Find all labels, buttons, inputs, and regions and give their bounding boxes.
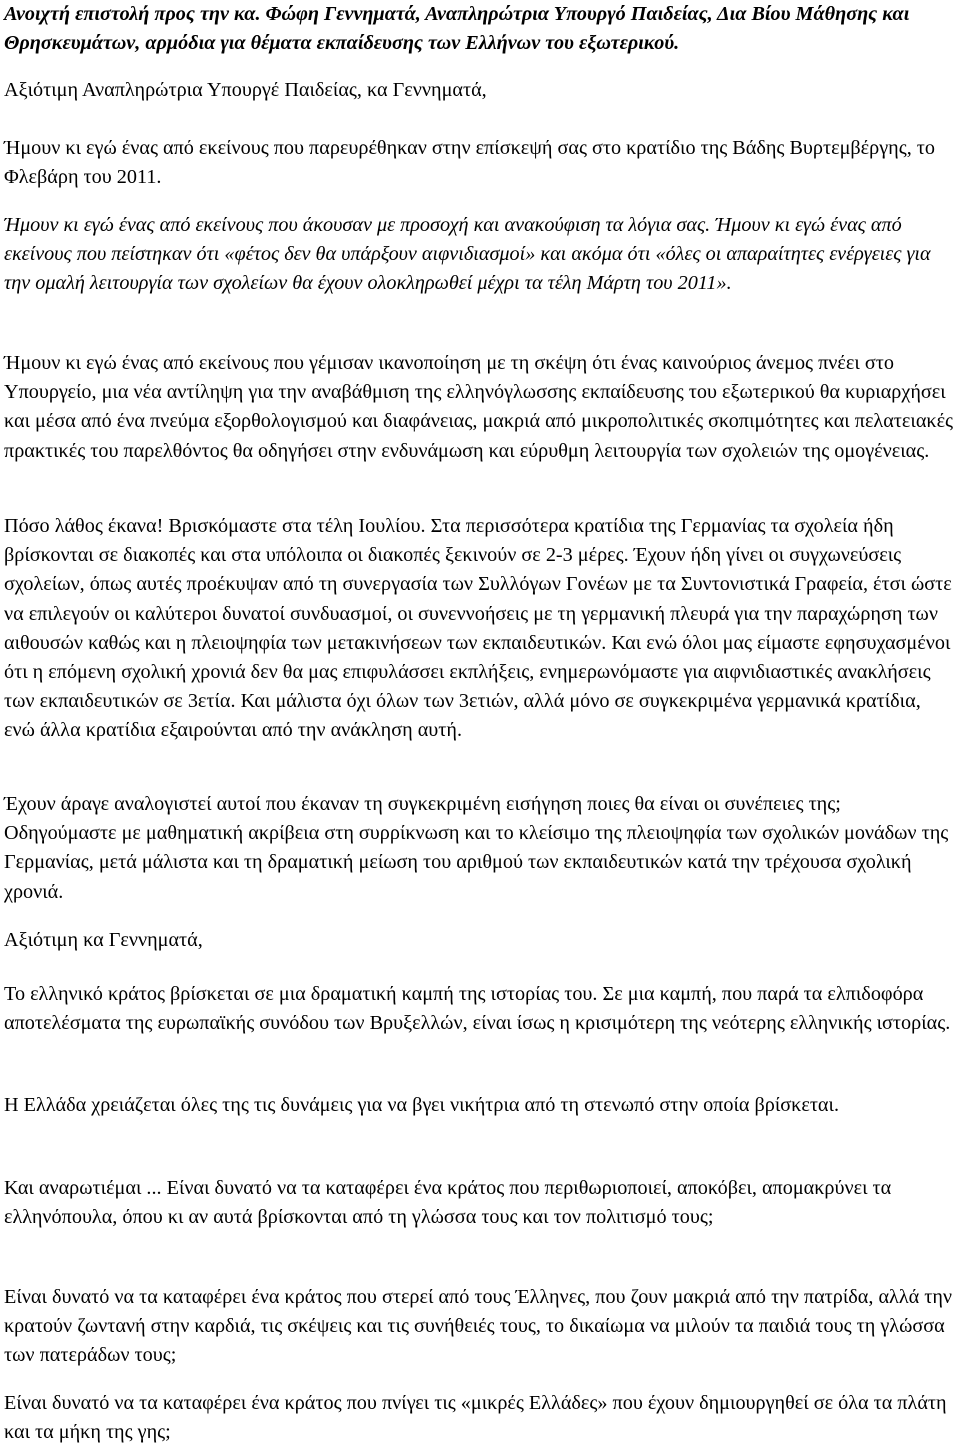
paragraph-11: Είναι δυνατό να τα καταφέρει ένα κράτος που πνίγει τις «μικρές Ελλάδες» που έχουν δημιουργηθεί σε όλα τα πλάτη και τα μήκη της γης; — [4, 1392, 947, 1444]
paragraph-5: Έχουν άραγε αναλογιστεί αυτοί που έκαναν τη συγκεκριμένη εισήγηση ποιες θα είναι οι συνέπειες της; Οδηγούμαστε με μαθηματική ακρίβεια στη συρρίκνωση και το κλείσιμο της πλειοψηφία των σχολικών μονάδων της Γερμανίας, μετά μάλιστα και τη δραματική μείωση του αριθμού των εκπαιδευτικών κατά την τρέχουσα σχολική χρονιά. — [4, 793, 949, 903]
paragraph-8: Η Ελλάδα χρειάζεται όλες της τις δυνάμεις για να βγει νικήτρια από τη στενωπό στην οποία βρίσκεται. — [4, 1094, 839, 1116]
paragraph-2: Ήμουν κι εγώ ένας από εκείνους που άκουσαν με προσοχή και ανακούφιση τα λόγια σας. Ήμουν κι εγώ ένας από εκείνους που πείστηκαν ότι «φέτος δεν θα υπάρξουν αιφνιδιασμοί» και ακόμα ότι «όλες οι απαραίτητες ενέργειες για την ομαλή λειτουργία των σχολείων θα έχουν ολοκληρωθεί μέχρι τα τέλη Μάρτη του 2011». — [4, 214, 931, 295]
paragraph-7: Το ελληνικό κράτος βρίσκεται σε μια δραματική καμπή της ιστορίας του. Σε μια καμπή, που παρά τα ελπιδοφόρα αποτελέσματα της ευρωπαϊκής συνόδου των Βρυξελλών, είναι ίσως η κρισιμότερη της νεότερης ελληνικής ιστορίας. — [4, 983, 951, 1035]
paragraph-10: Είναι δυνατό να τα καταφέρει ένα κράτος που στερεί από τους Έλληνες, που ζουν μακριά από την πατρίδα, αλλά την κρατούν ζωντανή στην καρδιά, τις σκέψεις και τις συνήθειές τους, το δικαίωμα να μιλούν τα παιδιά τους τη γλώσσα των πατεράδων τους; — [4, 1286, 953, 1367]
salutation: Αξιότιμη Αναπληρώτρια Υπουργέ Παιδείας, κα Γεννηματά, — [4, 79, 487, 101]
paragraph-6: Αξιότιμη κα Γεννηματά, — [4, 929, 203, 951]
paragraph-1: Ήμουν κι εγώ ένας από εκείνους που παρευρέθηκαν στην επίσκεψή σας στο κρατίδιο της Βάδης Βυρτεμβέργης, το Φλεβάρη του 2011. — [4, 137, 935, 189]
paragraph-9: Και αναρωτιέμαι ... Είναι δυνατό να τα καταφέρει ένα κράτος που περιθωριοποιεί, αποκόβει, απομακρύνει τα ελληνόπουλα, όπου κι αν αυτά βρίσκονται από τη γλώσσα τους και τον πολιτισμό τους; — [4, 1177, 892, 1229]
paragraph-4: Πόσο λάθος έκανα! Βρισκόμαστε στα τέλη Ιουλίου. Στα περισσότερα κρατίδια της Γερμανίας τα σχολεία ήδη βρίσκονται σε διακοπές και στα υπόλοιπα οι διακοπές ξεκινούν σε 2-3 μέρες. Έχουν ήδη γίνει οι συγχωνεύσεις σχολείων, όπως αυτές προέκυψαν από τη συνεργασία των Συλλόγων Γονέων με τα Συντονιστικά Γραφεία, έτσι ώστε να επιλεγούν οι καλύτεροι δυνατοί συνδυασμοί, οι συνεννοήσεις με τη γερμανική πλευρά για την παραχώρηση των αιθουσών καθώς και η πλειοψηφία των μετακινήσεων των εκπαιδευτικών. Και ενώ όλοι μας είμαστε εφησυχασμένοι ότι η επόμενη σχολική χρονιά δεν θα μας επιφυλάσσει εκπλήξεις, ενημερωνόμαστε για αιφνιδιαστικές ανακλήσεις των εκπαιδευτικών σε 3ετία. Και μάλιστα όχι όλων των 3ετιών, αλλά μόνο σε συγκεκριμένα γερμανικά κρατίδια, ενώ άλλα κρατίδια εξαιρούνται από την ανάκληση αυτή. — [4, 515, 952, 742]
letter-title: Ανοιχτή επιστολή προς την κα. Φώφη Γεννηματά, Αναπληρώτρια Υπουργό Παιδείας, Δια Βίου Μάθησης και Θρησκευμάτων, αρμόδια για θέματα εκπαίδευσης των Ελλήνων του εξωτερικού. — [4, 3, 910, 55]
paragraph-3: Ήμουν κι εγώ ένας από εκείνους που γέμισαν ικανοποίηση με τη σκέψη ότι ένας καινούριος άνεμος πνέει στο Υπουργείο, μια νέα αντίληψη για την αναβάθμιση της ελληνόγλωσσης εκπαίδευσης του εξωτερικού θα κυριαρχήσει και μέσα από ένα πνεύμα εξορθολογισμού και διαφάνειας, μακριά από μικροπολιτικές σκοπιμότητες και πελατειακές πρακτικές του παρελθόντος θα οδηγήσει στην ενδυνάμωση και εύρυθμη λειτουργία των σχολειών της ομογένειας. — [4, 352, 954, 462]
